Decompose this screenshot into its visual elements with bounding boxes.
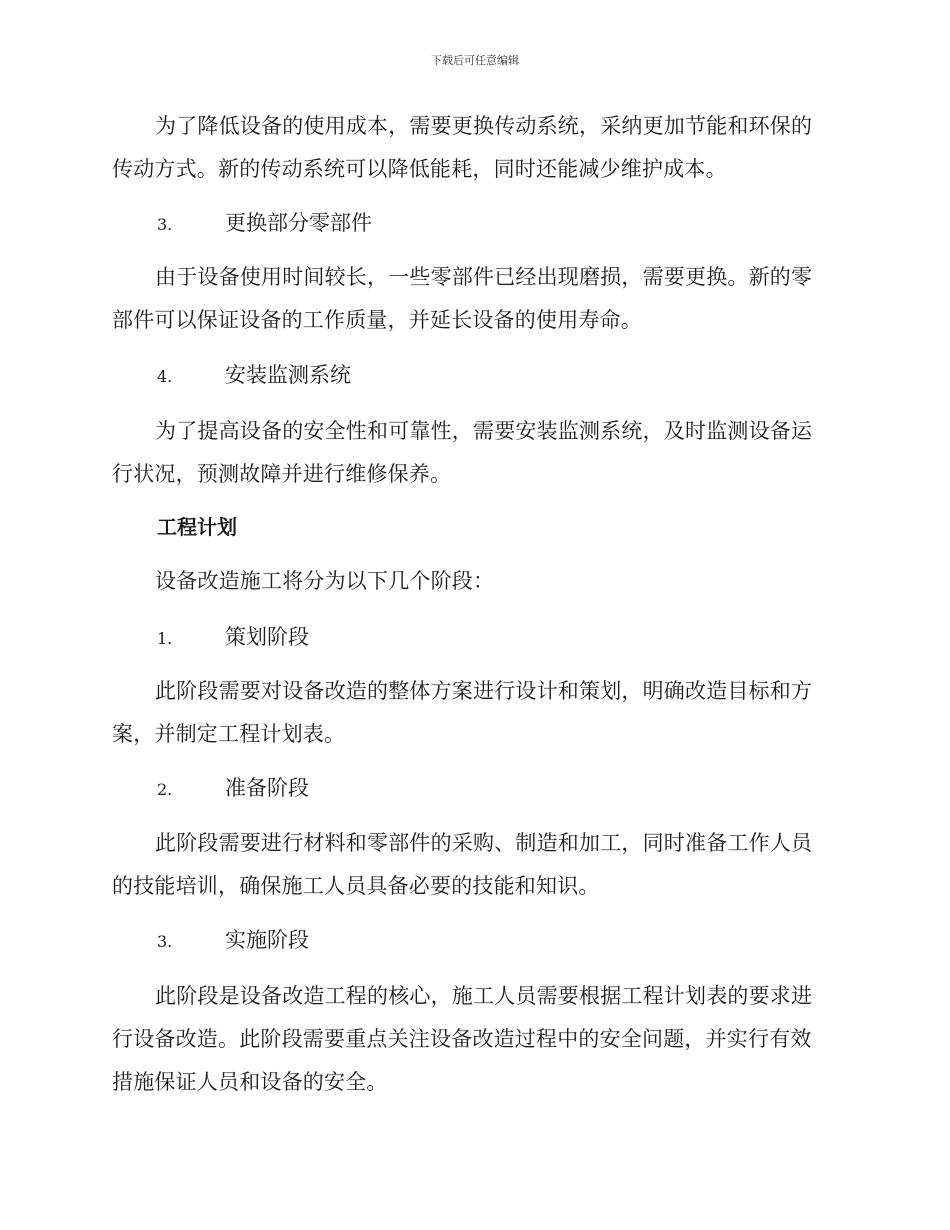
list-item-monitoring bbox=[112, 354, 877, 398]
list-item-planning bbox=[112, 616, 877, 660]
list-item-label: 策划阶段 bbox=[225, 625, 309, 649]
list-item-number: 3. bbox=[157, 215, 173, 234]
paragraph-monitoring: 为了提高设备的安全性和可靠性，需要安装监测系统，及时监测设备运行状况，预测故障并进行维修保养。 bbox=[112, 419, 813, 486]
paragraph-transmission: 为了降低设备的使用成本，需要更换传动系统，采纳更加节能和环保的传动方式。新的传动系统可以降低能耗，同时还能减少维护成本。 bbox=[112, 114, 813, 181]
list-item-label: 更换部分零部件 bbox=[225, 211, 372, 235]
paragraph-planning: 此阶段需要对设备改造的整体方案进行设计和策划，明确改造目标和方案，并制定工程计划表。 bbox=[112, 679, 813, 746]
paragraph-parts: 由于设备使用时间较长，一些零部件已经出现磨损，需要更换。新的零部件可以保证设备的工作质量，并延长设备的使用寿命。 bbox=[112, 265, 813, 332]
list-item-label: 准备阶段 bbox=[225, 776, 309, 800]
list-item-label: 实施阶段 bbox=[225, 928, 309, 952]
list-item-label: 安装监测系统 bbox=[225, 363, 351, 387]
list-item-implementation bbox=[112, 919, 877, 963]
paragraph-phases-intro: 设备改造施工将分为以下几个阶段： bbox=[155, 569, 495, 593]
list-item-preparation bbox=[112, 767, 877, 811]
section-heading: 工程计划 bbox=[157, 515, 237, 539]
paragraph-preparation: 此阶段需要进行材料和零部件的采购、制造和加工，同时准备工作人员的技能培训，确保施工人员具备必要的技能和知识。 bbox=[112, 831, 813, 898]
list-item-number: 1. bbox=[157, 629, 173, 648]
list-item-number: 3. bbox=[157, 932, 173, 951]
list-item-replace-parts bbox=[112, 202, 877, 246]
page-header: 下载后可任意编辑 bbox=[431, 54, 519, 67]
list-item-number: 4. bbox=[157, 367, 173, 386]
paragraph-implementation: 此阶段是设备改造工程的核心，施工人员需要根据工程计划表的要求进行设备改造。此阶段需要重点关注设备改造过程中的安全问题，并实行有效措施保证人员和设备的安全。 bbox=[112, 984, 813, 1094]
list-item-number: 2. bbox=[157, 780, 173, 799]
